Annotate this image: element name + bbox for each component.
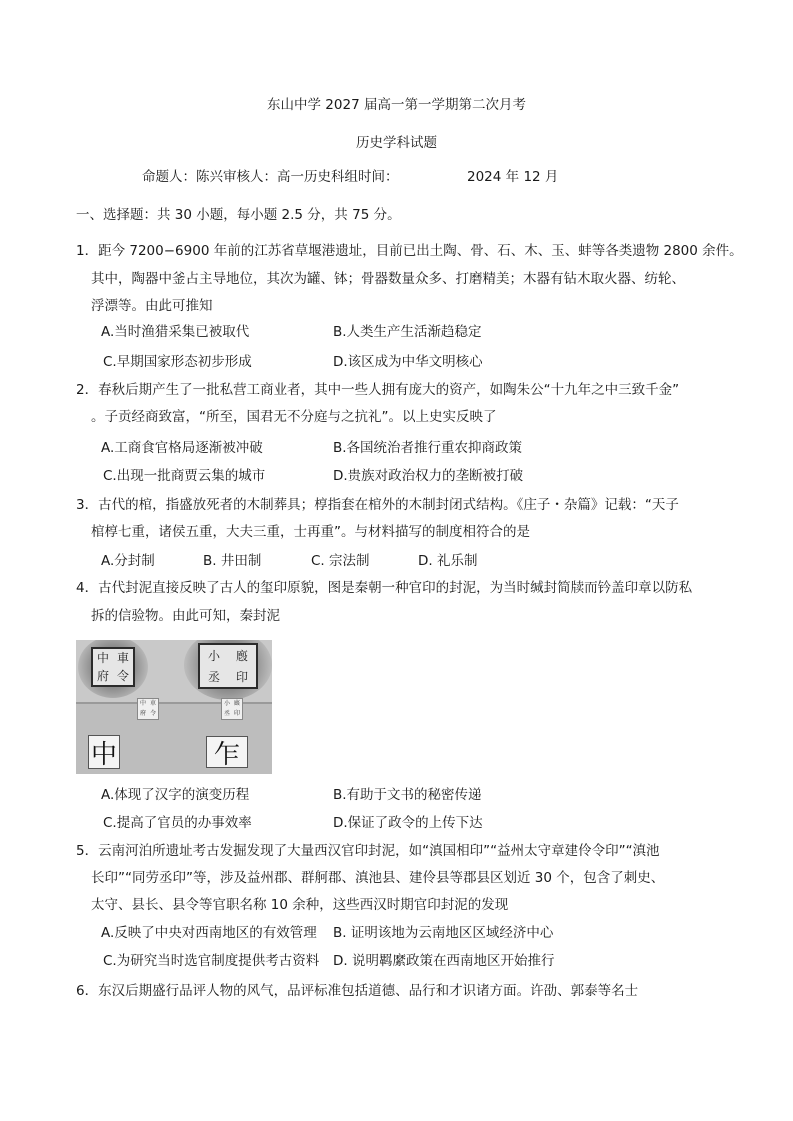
- option-b[interactable]: B.人类生产生活渐趋稳定: [333, 324, 482, 340]
- option-d[interactable]: D. 说明羁縻政策在西南地区开始推行: [333, 953, 555, 969]
- character-card-left: 中: [88, 735, 120, 769]
- question-text-line: 3．古代的棺，指盛放死者的木制葬具；椁指套在棺外的木制封闭式结构。《庄子・杂篇》记载：“天子: [76, 497, 679, 513]
- exam-title: 东山中学 2027 届高一第一学期第二次月考: [267, 97, 526, 113]
- option-c[interactable]: C.为研究当时选官制度提供考古资料: [103, 953, 320, 969]
- seal-clay-left: [78, 640, 148, 698]
- section-heading: 一、选择题：共 30 小题，每小题 2.5 分，共 75 分。: [76, 207, 401, 223]
- question-text-line: 4．古代封泥直接反映了古人的玺印原貌，图是秦朝一种官印的封泥，为当时缄封简牍而钤盖印章以防私: [76, 580, 693, 596]
- option-d[interactable]: D.该区成为中华文明核心: [333, 354, 483, 370]
- option-d[interactable]: D. 礼乐制: [418, 553, 478, 569]
- seal-char: 印: [235, 669, 248, 684]
- option-c[interactable]: C.早期国家形态初步形成: [103, 354, 252, 370]
- question-text-line: 2．春秋后期产生了一批私营工商业者，其中一些人拥有庞大的资产，如陶朱公“十九年之中三致千金”: [76, 382, 680, 398]
- question-text-line: 长印”“同劳丞印”等，涉及益州郡、群舸郡、滇池县、建伶县等郡县区划近 30 个，包含了刺史、: [91, 870, 665, 886]
- option-d[interactable]: D.保证了政令的上传下达: [333, 815, 483, 831]
- question-text-line: 1．距今 7200−6900 年前的江苏省草堰港遗址，目前已出土陶、骨、石、木、玉、蚌等各类遗物 2800 余件。: [76, 243, 743, 259]
- seal-char: 令: [116, 669, 129, 683]
- seal-char: 小: [207, 648, 220, 663]
- option-a[interactable]: A.反映了中央对西南地区的有效管理: [101, 925, 317, 941]
- option-a[interactable]: A.当时渔猎采集已被取代: [101, 324, 250, 340]
- option-b[interactable]: B. 井田制: [203, 553, 262, 569]
- question-text-line: 5．云南河泊所遗址考古发掘发现了大量西汉官印封泥，如“滇国相印”“益州太守章建伶令印”“滇池: [76, 843, 660, 859]
- seal-char: 中: [96, 651, 109, 665]
- label-tag-left: 中 車 府 令: [137, 698, 159, 720]
- question-text-line: 。子贡经商致富，“所至，国君无不分庭与之抗礼”。以上史实反映了: [91, 409, 497, 425]
- exam-date: 2024 年 12 月: [467, 169, 559, 185]
- question-text-line: 拆的信验物。由此可知，秦封泥: [91, 608, 280, 624]
- option-a[interactable]: A.工商食官格局逐渐被冲破: [101, 440, 263, 456]
- option-c[interactable]: C.提高了官员的办事效率: [103, 815, 252, 831]
- question-text-line: 6．东汉后期盛行品评人物的风气，品评标准包括道德、品行和才识诸方面。许劭、郭泰等名士: [76, 983, 639, 999]
- question-text-line: 其中，陶器中釜占主导地位，其次为罐、钵；骨器数量众多、打磨精美；木器有钻木取火器、纺轮、: [91, 271, 685, 287]
- seal-char: 車: [116, 651, 129, 665]
- question-text-line: 棺椁七重，诸侯五重，大夫三重，士再重”。与材料描写的制度相符合的是: [91, 524, 530, 540]
- option-d[interactable]: D.贵族对政治权力的垄断被打破: [333, 468, 524, 484]
- option-c[interactable]: C. 宗法制: [311, 553, 370, 569]
- character-card-right: 乍: [206, 736, 248, 768]
- option-c[interactable]: C.出现一批商贾云集的城市: [103, 468, 266, 484]
- seal-char: 廏: [235, 648, 248, 663]
- label-tag-right: 小 廏 丞 印: [221, 698, 243, 720]
- option-b[interactable]: B.各国统治者推行重农抑商政策: [333, 440, 523, 456]
- question-text-line: 浮漂等。由此可推知: [91, 298, 213, 314]
- seal-clay-right: [184, 640, 272, 700]
- exam-subtitle: 历史学科试题: [356, 135, 437, 151]
- exam-info: 命题人：陈兴审核人：高一历史科组时间：: [142, 169, 399, 185]
- seal-char: 丞: [207, 669, 220, 684]
- option-a[interactable]: A.分封制: [101, 553, 155, 569]
- option-b[interactable]: B. 证明该地为云南地区区域经济中心: [333, 925, 554, 941]
- question-text-line: 太守、县长、县令等官职名称 10 余种，这些西汉时期官印封泥的发现: [91, 897, 509, 913]
- option-a[interactable]: A.体现了汉字的演变历程: [101, 787, 250, 803]
- seal-char: 府: [96, 669, 109, 683]
- seal-clay-photo: [76, 640, 272, 774]
- option-b[interactable]: B.有助于文书的秘密传递: [333, 787, 482, 803]
